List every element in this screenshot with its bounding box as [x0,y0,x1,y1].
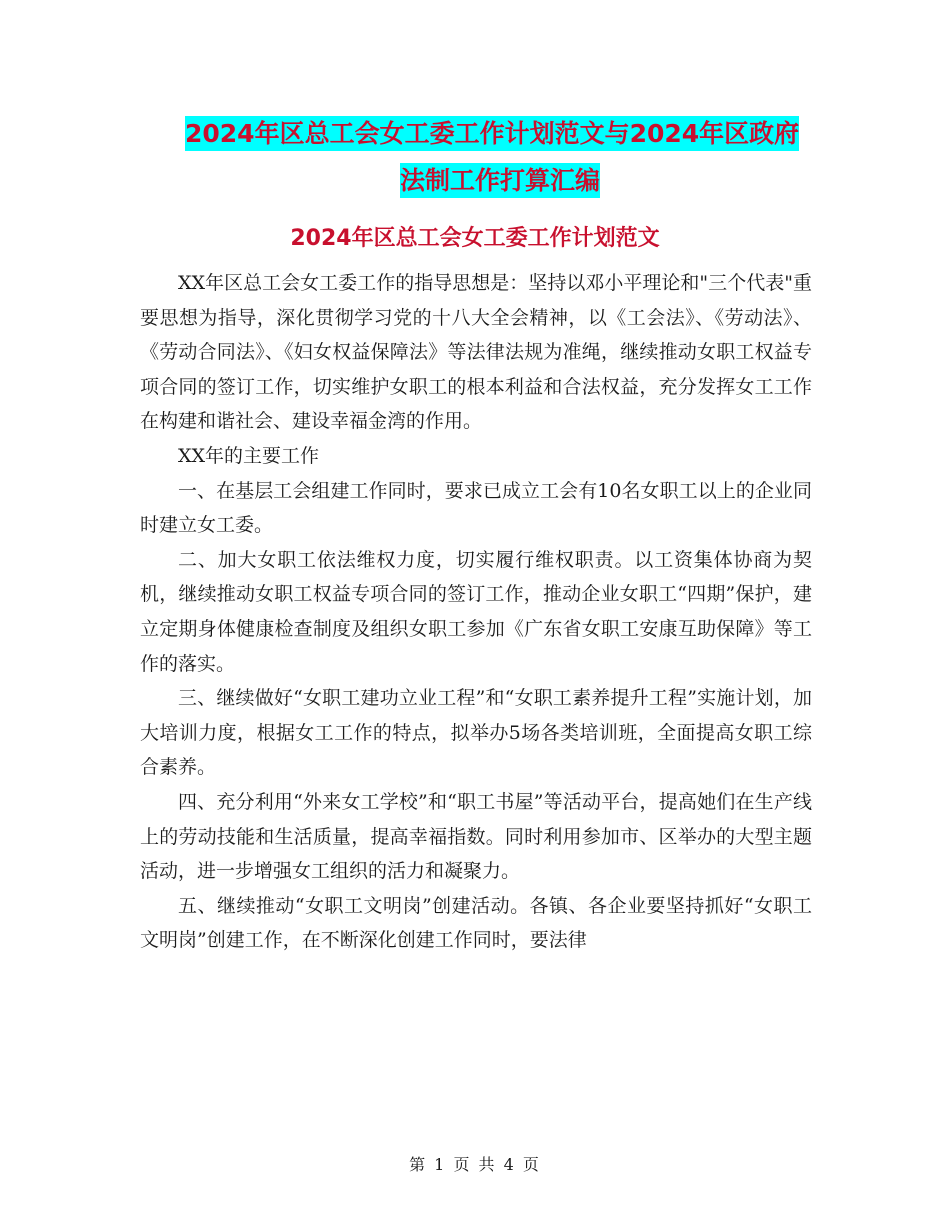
section-title: 2024年区总工会女工委工作计划范文 [290,226,660,251]
paragraph: 一、在基层工会组建工作同时，要求已成立工会有10名女职工以上的企业同时建立女工委。 [140,479,812,537]
document-title [185,110,815,204]
paragraph: 四、充分利用“外来女工学校”和“职工书屋”等活动平台，提高她们在生产线上的劳动技能和生活质量，提高幸福指数。同时利用参加市、区举办的大型主题活动，进一步增强女工组织的活力和凝聚力。 [140,790,812,883]
paragraph: XX年的主要工作 [178,444,320,467]
document-body [140,266,812,958]
page-footer: 第 1 页 共 4 页 [409,1155,541,1174]
paragraph: XX年区总工会女工委工作的指导思想是：坚持以邓小平理论和"三个代表"重要思想为指导，深化贯彻学习党的十八大全会精神，以《工会法》、《劳动法》、《劳动合同法》、《妇女权益保障法》等法律法规为准绳，继续推动女职工权益专项合同的签订工作，切实维护女职工的根本利益和合法权益，充分发挥女工工作在构建和谐社会、建设幸福金湾的作用。 [140,272,812,433]
title-line-1: 2024年区总工会女工委工作计划范文与2024年区政府 [185,116,799,151]
title-line-2: 法制工作打算汇编 [400,163,600,198]
paragraph: 五、继续推动“女职工文明岗”创建活动。各镇、各企业要坚持抓好“女职工文明岗”创建工作，在不断深化创建工作同时，要法律 [140,894,812,952]
paragraph: 三、继续做好“女职工建功立业工程”和“女职工素养提升工程”实施计划，加大培训力度，根据女工工作的特点，拟举办5场各类培训班，全面提高女职工综合素养。 [140,687,812,779]
paragraph: 二、加大女职工依法维权力度，切实履行维权职责。以工资集体协商为契机，继续推动女职工权益专项合同的签订工作，推动企业女职工“四期”保护，建立定期身体健康检查制度及组织女职工参加《广东省女职工安康互助保障》等工作的落实。 [140,548,812,675]
